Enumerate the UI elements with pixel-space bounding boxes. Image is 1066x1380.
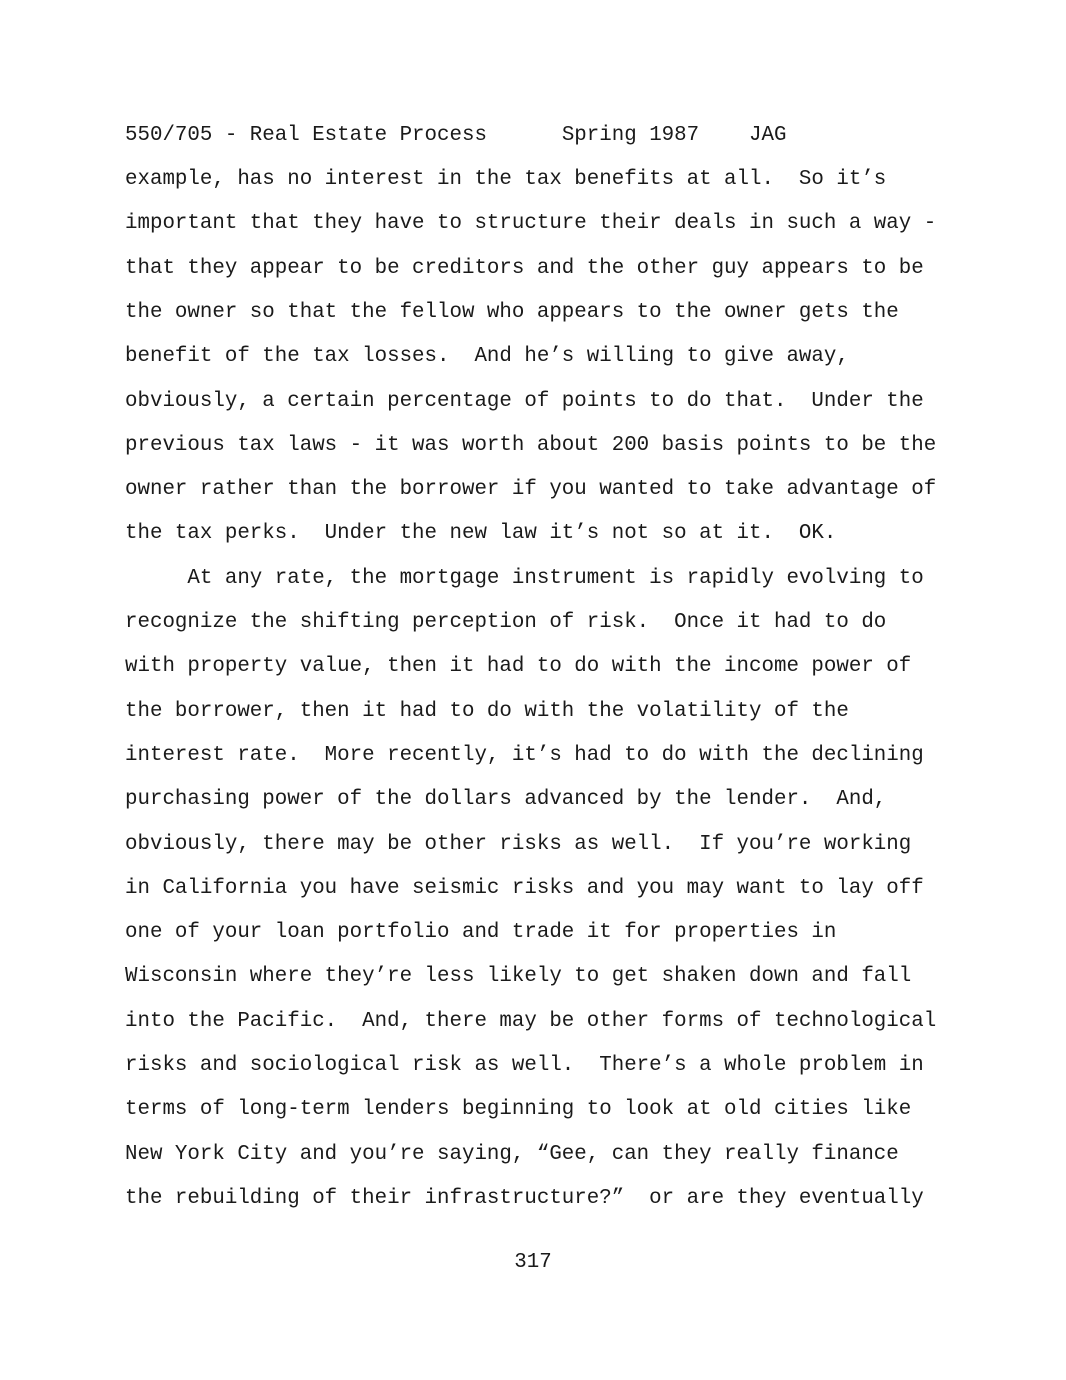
text-line: previous tax laws - it was worth about 200 basis points to be the (125, 433, 937, 457)
text-line: At any rate, the mortgage instrument is rapidly evolving to (125, 566, 924, 590)
text-line: recognize the shifting perception of risk. Once it had to do (125, 611, 887, 634)
text-line: example, has no interest in the tax benefits at all. So it’s (125, 168, 887, 191)
text-line: with property value, then it had to do with the income power of (125, 655, 912, 679)
text-line: terms of long-term lenders beginning to look at old cities like (125, 1098, 912, 1122)
page-header (125, 122, 787, 150)
text-line: Wisconsin where they’re less likely to get shaken down and fall (125, 965, 912, 989)
term: Spring 1987 (561, 124, 700, 147)
text-line: benefit of the tax losses. And he’s willing to give away, (125, 345, 849, 369)
text-line: New York City and you’re saying, “Gee, can they really finance (125, 1142, 899, 1166)
page-number: 317 (514, 1251, 552, 1274)
text-line: obviously, there may be other risks as well. If you’re working (125, 832, 912, 856)
text-line: interest rate. More recently, it’s had to do with the declining (125, 743, 924, 767)
author-initials: JAG (749, 124, 787, 147)
text-line: owner rather than the borrower if you wanted to take advantage of (125, 478, 937, 502)
text-line: important that they have to structure their deals in such a way - (125, 212, 937, 236)
course-title: 550/705 - Real Estate Process (125, 124, 487, 147)
text-line: in California you have seismic risks and you may want to lay off (125, 876, 924, 900)
text-line: that they appear to be creditors and the other guy appears to be (125, 256, 924, 280)
text-line: risks and sociological risk as well. There’s a whole problem in (125, 1054, 924, 1077)
text-line: the owner so that the fellow who appears to the owner gets the (125, 300, 899, 324)
text-line: the tax perks. Under the new law it’s not so at it. OK. (125, 522, 837, 546)
text-line: one of your loan portfolio and trade it for properties in (125, 921, 837, 945)
text-line: the rebuilding of their infrastructure?” or are they eventually (125, 1186, 924, 1210)
text-line: purchasing power of the dollars advanced by the lender. And, (125, 788, 887, 812)
text-line: into the Pacific. And, there may be other forms of technological (125, 1009, 937, 1033)
text-line: obviously, a certain percentage of points to do that. Under the (125, 389, 924, 413)
text-line: the borrower, then it had to do with the volatility of the (125, 699, 849, 723)
